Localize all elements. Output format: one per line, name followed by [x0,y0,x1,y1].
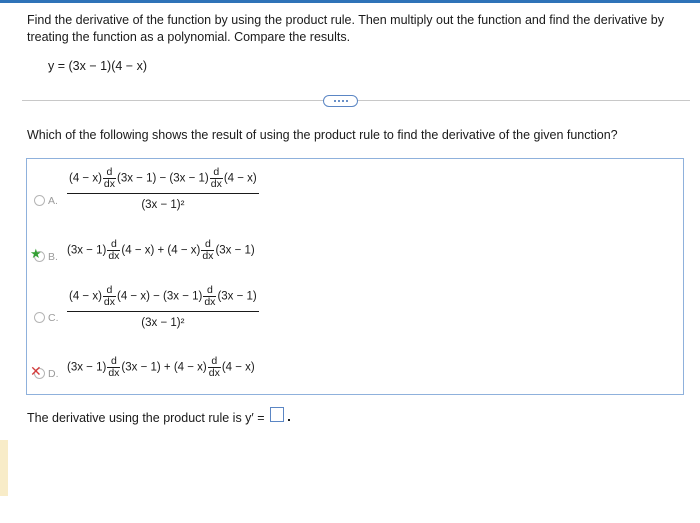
top-accent-bar [0,0,700,3]
dx-symbol: dx [108,367,120,379]
d-symbol: d [110,355,117,367]
answer-prompt: The derivative using the product rule is y′ = [27,411,265,425]
option-b-term-3: (3x − 1) [215,244,255,257]
option-a-numerator [67,167,259,194]
derivative-operator [201,239,214,262]
option-a-radio[interactable] [34,195,45,206]
dx-symbol: dx [204,296,216,308]
option-c-expression[interactable] [67,285,259,329]
option-c-denominator: (3x − 1)² [141,317,185,329]
answer-period [288,419,290,421]
question-text: Which of the following shows the result of using the product rule to find the derivative of the given function? [27,128,618,142]
option-a-denominator: (3x − 1)² [141,199,185,211]
option-a-term-1: (4 − x) [69,172,102,185]
dx-symbol: dx [202,250,214,262]
option-d-term-1: (3x − 1) [67,361,107,374]
option-c-numerator [67,285,259,312]
option-c-term-3: (3x − 1) [217,290,257,303]
d-symbol: d [213,166,220,178]
option-b-expression[interactable] [67,239,255,262]
derivative-operator [208,356,221,379]
option-c-radio[interactable] [34,312,45,323]
option-a-letter: A. [48,195,58,207]
option-b-term-2: (4 − x) + (4 − x) [121,244,201,257]
option-b-term-1: (3x − 1) [67,244,107,257]
option-c-term-2: (4 − x) − (3x − 1) [117,290,203,303]
derivative-operator [103,167,116,190]
dx-symbol: dx [210,178,222,190]
derivative-operator [210,167,223,190]
ellipsis-icon [334,100,336,102]
derivative-operator [203,285,216,308]
option-c-letter: C. [48,312,59,324]
star-icon: ★ [30,246,42,261]
dx-symbol: dx [208,367,220,379]
option-d-term-3: (4 − x) [221,361,255,374]
problem-prompt: Find the derivative of the function by using the product rule. Then multiply out the function and find the derivative by treating the function as a polynomial. Compare the results. [27,13,664,44]
left-side-marker [0,440,8,496]
option-a-term-3: (4 − x) [223,172,257,185]
x-icon: ✕ [30,363,42,379]
option-d-term-2: (3x − 1) + (4 − x) [121,361,207,374]
derivative-operator [103,285,116,308]
ellipsis-icon [342,100,344,102]
option-d-expression[interactable] [67,356,255,379]
option-d-letter: D. [48,368,59,380]
dx-symbol: dx [108,250,120,262]
d-symbol: d [204,238,211,250]
option-a-term-2: (3x − 1) − (3x − 1) [117,172,209,185]
dx-symbol: dx [103,178,116,190]
derivative-operator [107,239,120,262]
ellipsis-icon [338,100,340,102]
option-a-expression[interactable] [67,167,259,211]
ellipsis-icon [346,100,348,102]
derivative-operator [107,356,120,379]
d-symbol: d [206,284,213,296]
d-symbol: d [211,355,218,367]
given-function: y = (3x − 1)(4 − x) [48,59,147,73]
answer-input-box[interactable] [270,407,284,422]
answer-choices-panel [26,158,684,395]
d-symbol: d [106,284,113,296]
option-b-letter: B. [48,251,58,263]
dx-symbol: dx [103,296,116,308]
option-c-term-1: (4 − x) [69,290,102,303]
expand-more-button[interactable] [323,95,358,107]
d-symbol: d [110,238,117,250]
d-symbol: d [106,166,113,178]
